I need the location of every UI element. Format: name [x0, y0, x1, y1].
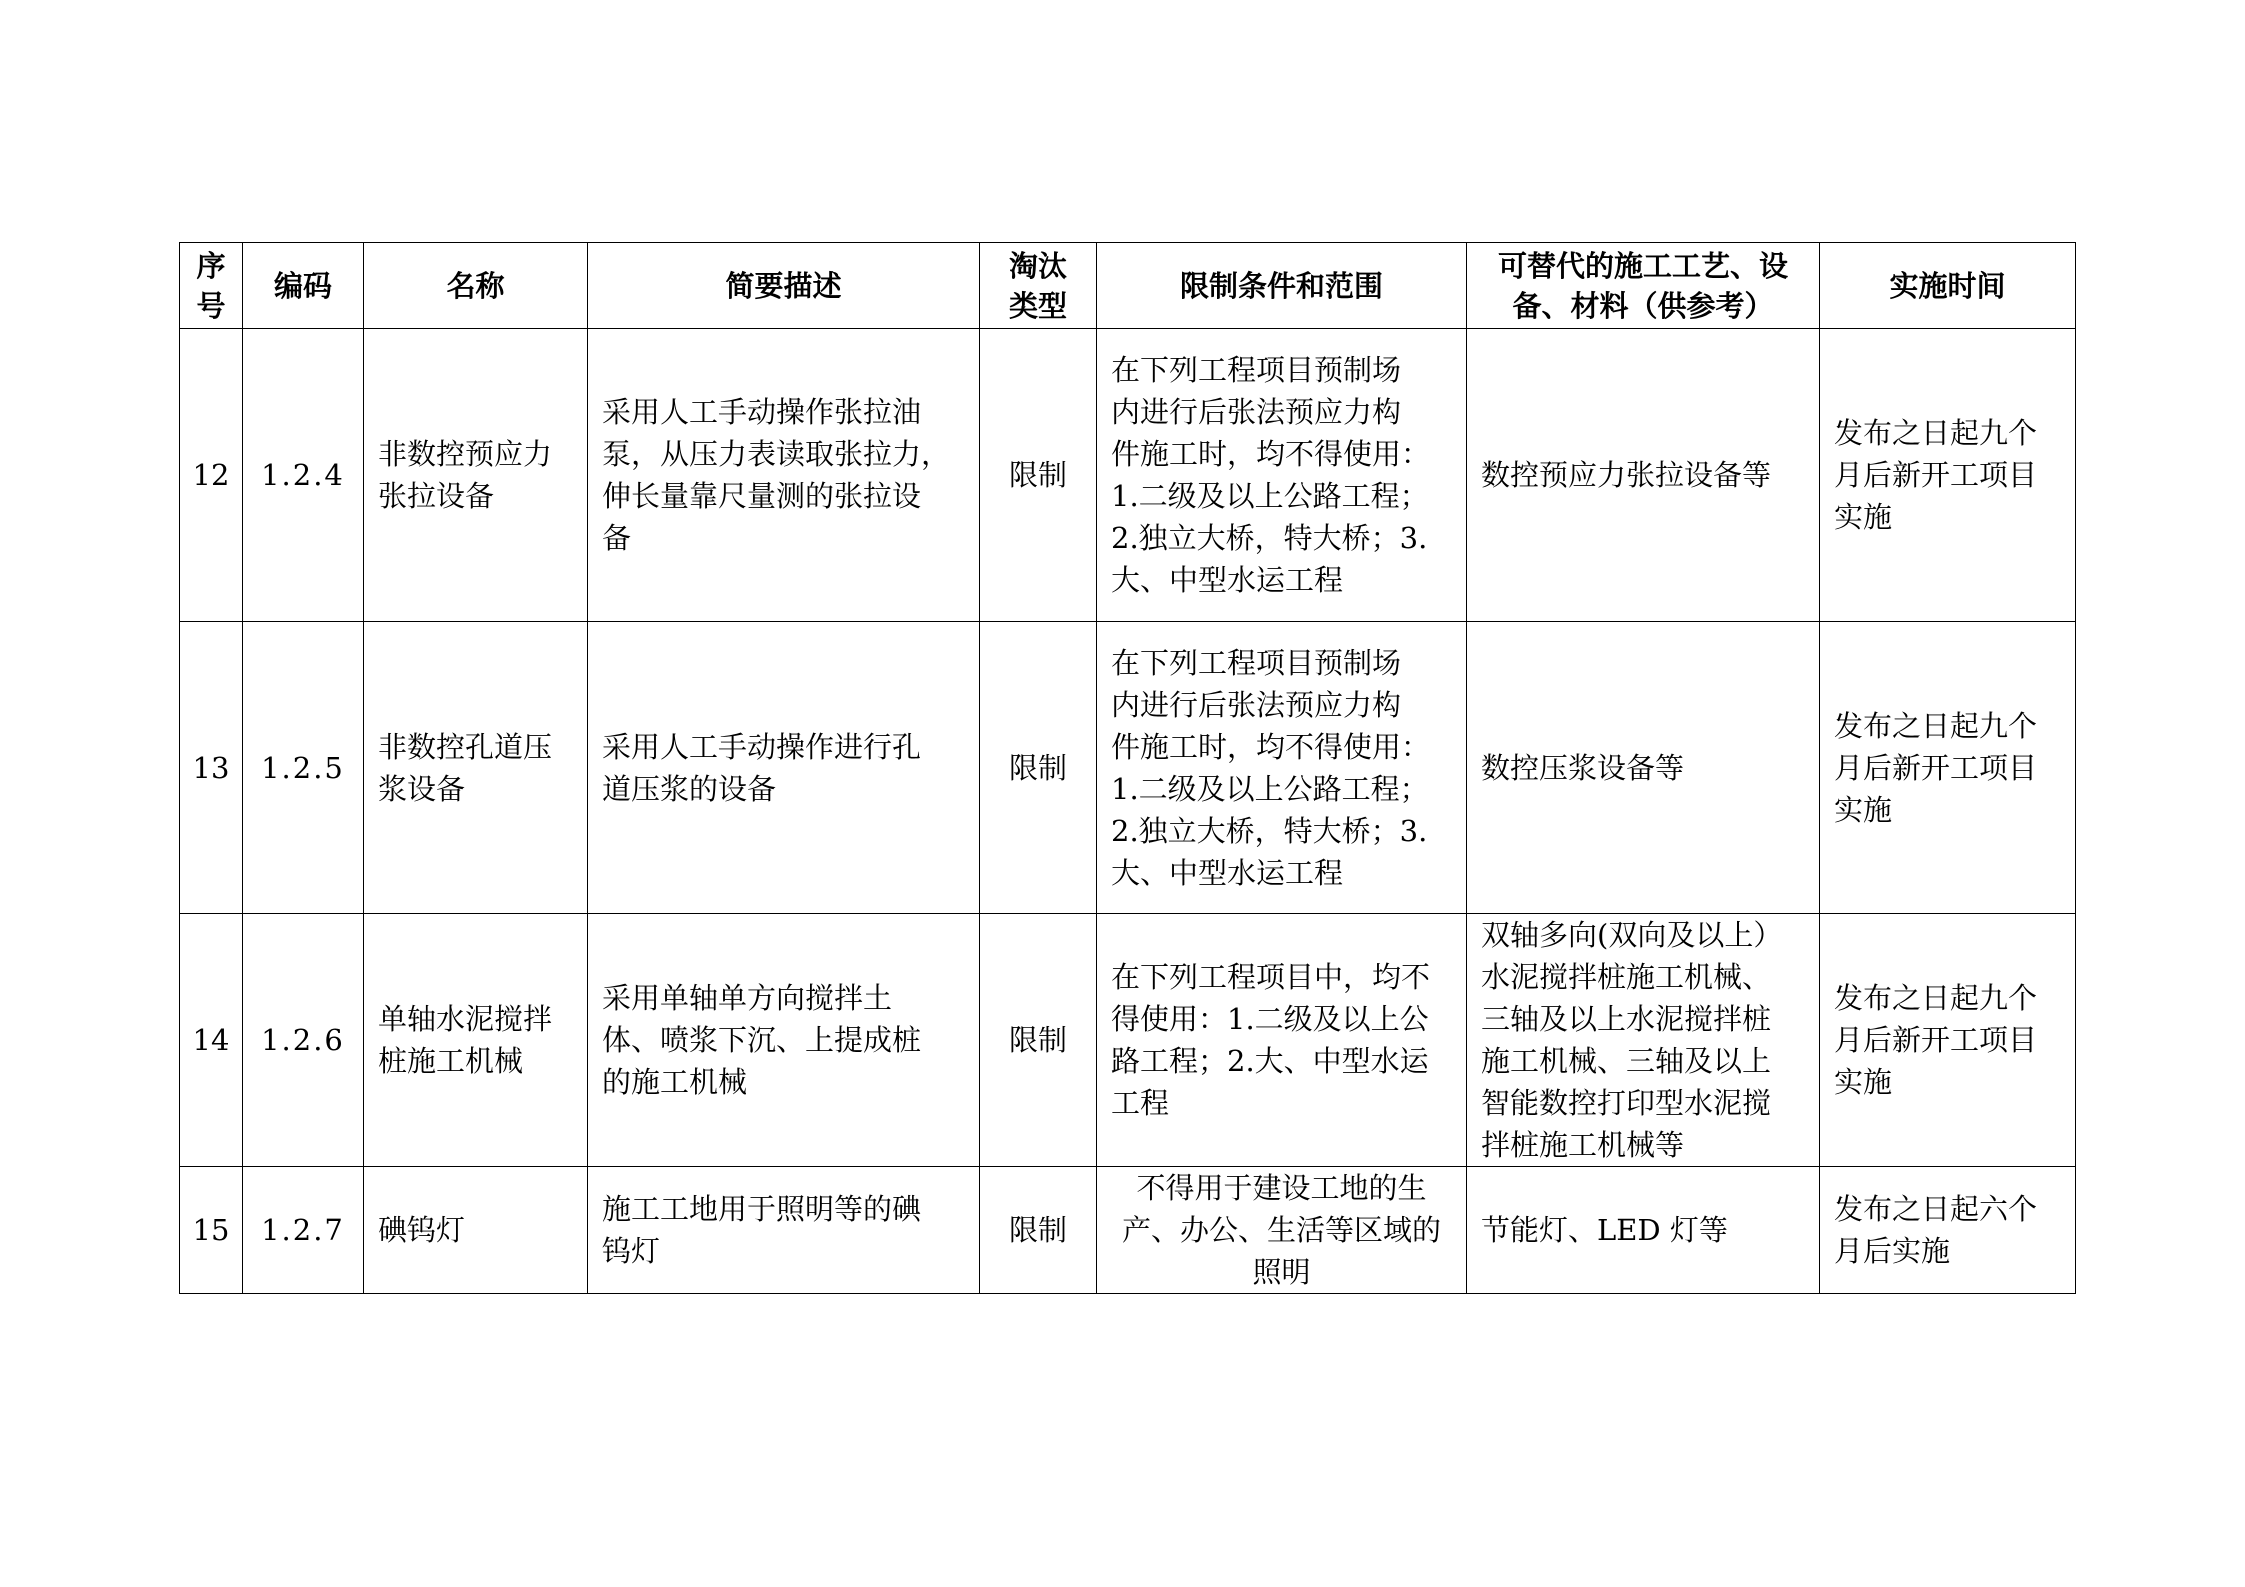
cell-code: 1.2.7	[243, 1167, 364, 1294]
cell-name: 非数控孔道压 浆设备	[364, 622, 588, 914]
header-index: 序 号	[180, 243, 243, 329]
cell-code: 1.2.6	[243, 914, 364, 1167]
cell-index: 13	[180, 622, 243, 914]
cell-description: 采用单轴单方向搅拌土 体、喷浆下沉、上提成桩 的施工机械	[588, 914, 980, 1167]
table-row	[180, 329, 2076, 622]
header-name: 名称	[364, 243, 588, 329]
cell-type: 限制	[980, 622, 1097, 914]
cell-index: 14	[180, 914, 243, 1167]
header-type: 淘汰 类型	[980, 243, 1097, 329]
cell-type: 限制	[980, 329, 1097, 622]
cell-condition: 在下列工程项目中，均不 得使用：1.二级及以上公 路工程；2.大、中型水运 工程	[1097, 914, 1467, 1167]
cell-index: 12	[180, 329, 243, 622]
cell-alternative: 数控压浆设备等	[1467, 622, 1820, 914]
cell-code: 1.2.4	[243, 329, 364, 622]
table-row	[180, 622, 2076, 914]
cell-index: 15	[180, 1167, 243, 1294]
cell-alternative: 数控预应力张拉设备等	[1467, 329, 1820, 622]
header-condition: 限制条件和范围	[1097, 243, 1467, 329]
cell-type: 限制	[980, 1167, 1097, 1294]
cell-name: 非数控预应力 张拉设备	[364, 329, 588, 622]
cell-type: 限制	[980, 914, 1097, 1167]
cell-condition: 不得用于建设工地的生 产、办公、生活等区域的 照明	[1097, 1167, 1467, 1294]
header-alternative: 可替代的施工工艺、设 备、材料（供参考）	[1467, 243, 1820, 329]
header-description: 简要描述	[588, 243, 980, 329]
cell-alternative: 双轴多向(双向及以上） 水泥搅拌桩施工机械、 三轴及以上水泥搅拌桩 施工机械、三轴及以上 智能数控打印型水泥搅 拌桩施工机械等	[1467, 914, 1820, 1167]
cell-time: 发布之日起六个 月后实施	[1820, 1167, 2076, 1294]
cell-time: 发布之日起九个 月后新开工项目 实施	[1820, 329, 2076, 622]
cell-condition: 在下列工程项目预制场 内进行后张法预应力构 件施工时，均不得使用： 1.二级及以上公路工程； 2.独立大桥，特大桥；3. 大、中型水运工程	[1097, 329, 1467, 622]
table-row	[180, 914, 2076, 1167]
cell-condition: 在下列工程项目预制场 内进行后张法预应力构 件施工时，均不得使用： 1.二级及以上公路工程； 2.独立大桥，特大桥；3. 大、中型水运工程	[1097, 622, 1467, 914]
header-time: 实施时间	[1820, 243, 2076, 329]
cell-description: 施工工地用于照明等的碘 钨灯	[588, 1167, 980, 1294]
table-row	[180, 1167, 2076, 1294]
cell-time: 发布之日起九个 月后新开工项目 实施	[1820, 914, 2076, 1167]
header-code: 编码	[243, 243, 364, 329]
cell-code: 1.2.5	[243, 622, 364, 914]
cell-alternative: 节能灯、LED 灯等	[1467, 1167, 1820, 1294]
table-header-row	[180, 243, 2076, 329]
cell-name: 单轴水泥搅拌 桩施工机械	[364, 914, 588, 1167]
cell-description: 采用人工手动操作进行孔 道压浆的设备	[588, 622, 980, 914]
regulation-table	[179, 242, 2076, 1294]
cell-time: 发布之日起九个 月后新开工项目 实施	[1820, 622, 2076, 914]
cell-description: 采用人工手动操作张拉油 泵，从压力表读取张拉力， 伸长量靠尺量测的张拉设 备	[588, 329, 980, 622]
cell-name: 碘钨灯	[364, 1167, 588, 1294]
